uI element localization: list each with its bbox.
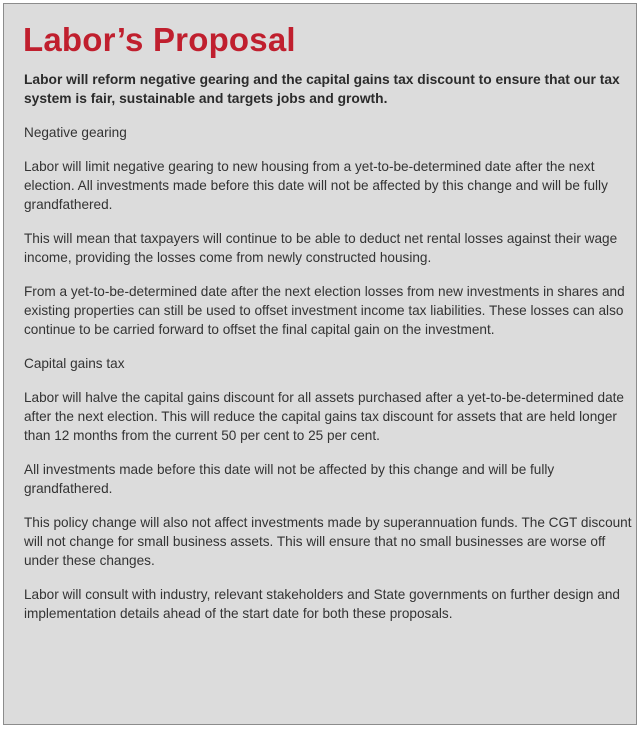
paragraph: Labor will halve the capital gains discount for all assets purchased after a yet-to-be-determined date after the next election. This will reduce the capital gains tax discount for assets that are held longer than 12 months from the current 50 per cent to 25 per cent. bbox=[24, 390, 624, 443]
intro-paragraph: Labor will reform negative gearing and the capital gains tax discount to ensure that our tax system is fair, sustainable and targets jobs and growth. bbox=[24, 72, 620, 106]
paragraph: Labor will limit negative gearing to new housing from a yet-to-be-determined date after the next election. All investments made before this date will not be affected by this change and will be fully grandfathered. bbox=[24, 159, 608, 212]
page-title: Labor’s Proposal bbox=[23, 21, 296, 58]
paragraph: This will mean that taxpayers will continue to be able to deduct net rental losses against their wage income, providing the losses come from newly constructed housing. bbox=[24, 231, 618, 265]
paragraph: This policy change will also not affect investments made by superannuation funds. The CGT discount will not change for small business assets. This will ensure that no small businesses are worse off under these changes. bbox=[24, 515, 632, 568]
section-heading-negative-gearing: Negative gearing bbox=[24, 125, 127, 140]
paragraph: Labor will consult with industry, relevant stakeholders and State governments on further design and implementation details ahead of the start date for both these proposals. bbox=[24, 587, 620, 621]
paragraph: From a yet-to-be-determined date after the next election losses from new investments in shares and existing properties can still be used to offset investment income tax liabilities. These losses can also continue to be carried forward to offset the final capital gain on the investment. bbox=[24, 284, 625, 337]
paragraph: All investments made before this date will not be affected by this change and will be fully grandfathered. bbox=[24, 462, 555, 496]
proposal-box bbox=[3, 3, 637, 725]
proposal-content bbox=[24, 70, 634, 638]
section-heading-capital-gains-tax: Capital gains tax bbox=[24, 356, 125, 371]
